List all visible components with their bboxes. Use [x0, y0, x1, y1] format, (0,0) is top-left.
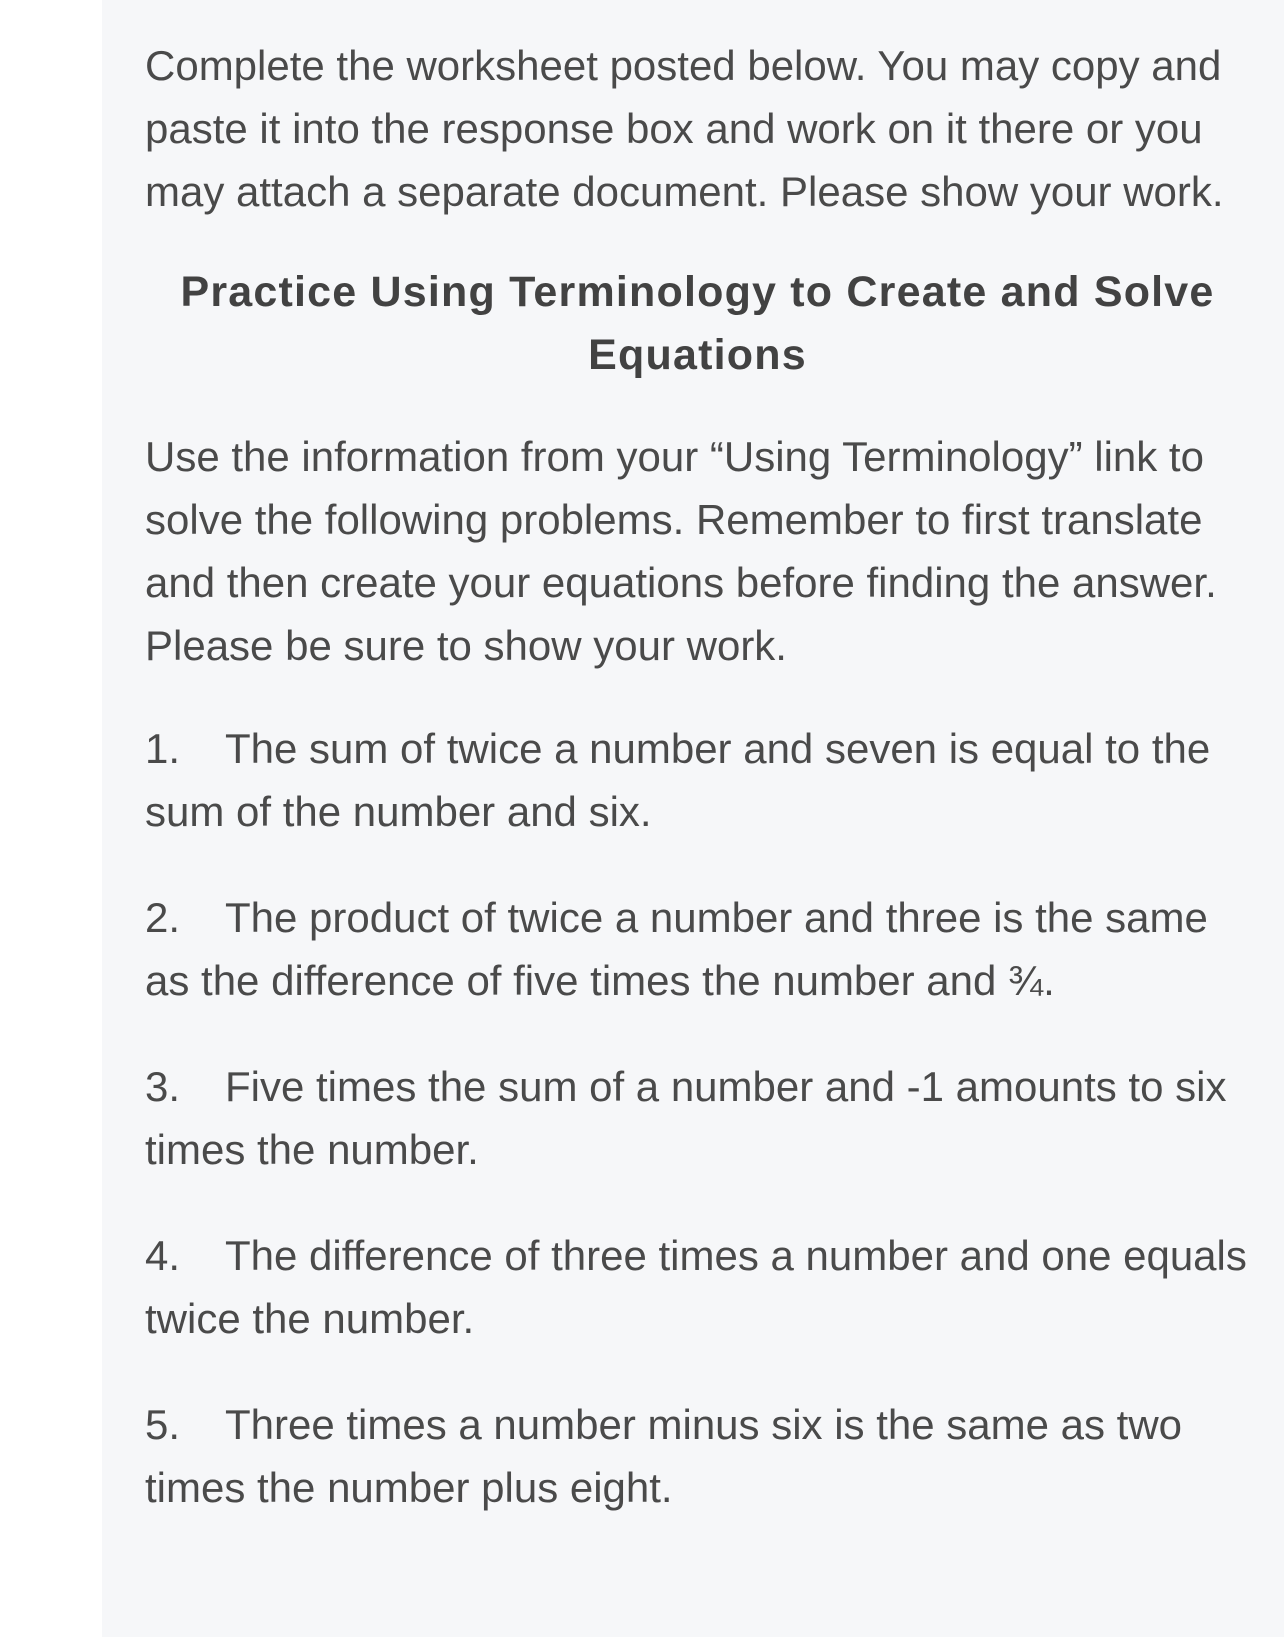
problem-number: 3. — [145, 1063, 181, 1110]
worksheet-directions: Use the information from your “Using Terminology” link to solve the following problems. Remember to first translate and then create your equations before finding the answer. Please be sure to show your work. — [145, 433, 1217, 669]
assignment-intro: Complete the worksheet posted below. You may copy and paste it into the response box and work on it there or you may attach a separate document. Please show your work. — [145, 42, 1224, 215]
worksheet-title: Practice Using Terminology to Create and Solve Equations — [180, 268, 1215, 379]
problem-number: 2. — [145, 894, 181, 941]
problem-number: 1. — [145, 725, 181, 772]
problem-text: Three times a number minus six is the same as two times the number plus eight. — [145, 1401, 1183, 1511]
problem-item-2 — [145, 886, 1250, 1012]
problem-item-5 — [145, 1393, 1250, 1519]
problem-number: 4. — [145, 1232, 181, 1279]
problem-text: The difference of three times a number and one equals twice the number. — [145, 1232, 1247, 1342]
problem-number: 5. — [145, 1401, 181, 1448]
problem-item-1 — [145, 717, 1250, 843]
problem-text: Five times the sum of a number and -1 amounts to six times the number. — [145, 1063, 1227, 1173]
left-gutter — [0, 0, 102, 1637]
problem-list — [145, 717, 1250, 1519]
problem-item-3 — [145, 1055, 1250, 1181]
assignment-content — [145, 34, 1250, 1562]
problem-text: The sum of twice a number and seven is equal to the sum of the number and six. — [145, 725, 1211, 835]
problem-item-4 — [145, 1224, 1250, 1350]
problem-text: The product of twice a number and three is the same as the difference of five times the number and ¾. — [145, 894, 1208, 1004]
